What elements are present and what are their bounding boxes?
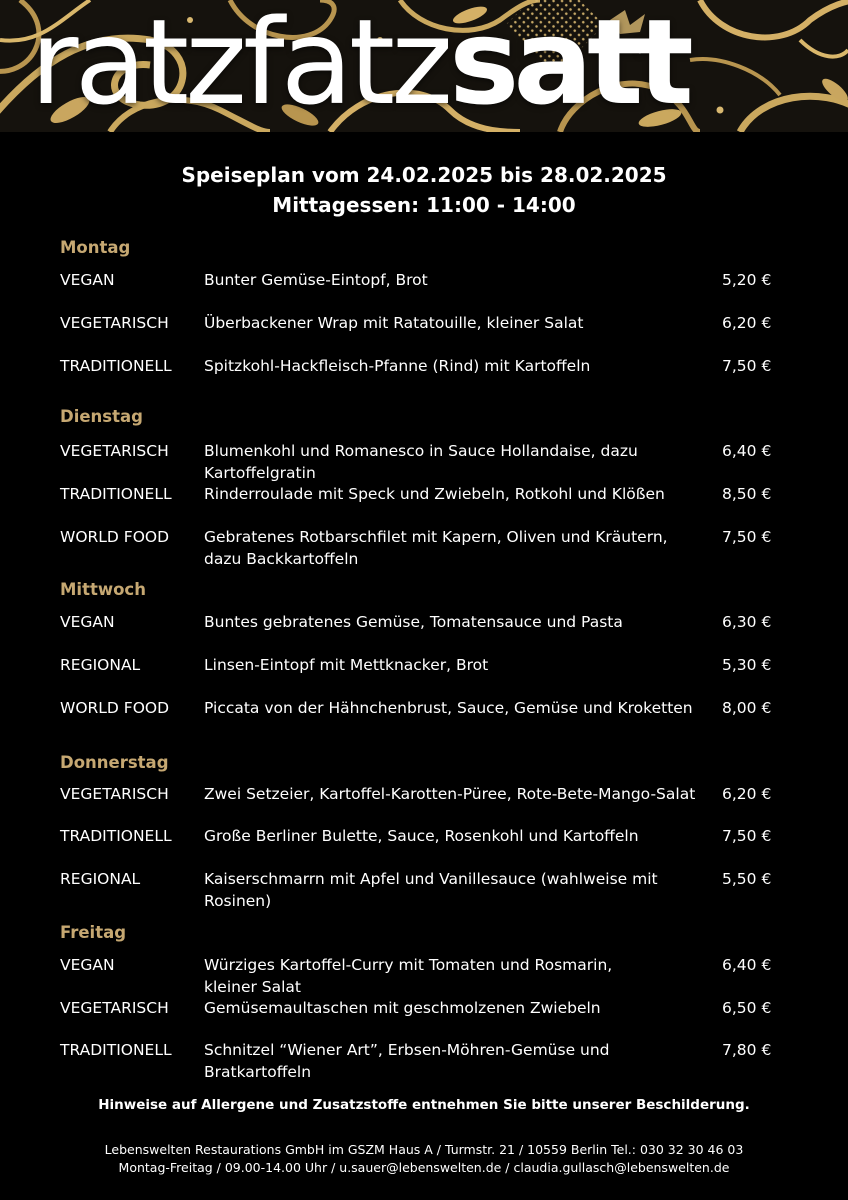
day-heading-donnerstag: Donnerstag	[60, 753, 169, 772]
menu-dish: Blumenkohl und Romanesco in Sauce Hollandaise, dazu Kartoffelgratin	[204, 442, 638, 482]
menu-dish: Überbackener Wrap mit Ratatouille, kleiner Salat	[204, 314, 584, 332]
menu-price: 6,20 €	[722, 314, 772, 332]
menu-dish: Linsen-Eintopf mit Mettknacker, Brot	[204, 656, 489, 674]
menu-dish: Spitzkohl-Hackfleisch-Pfanne (Rind) mit Kartoffeln	[204, 357, 591, 375]
menu-category: TRADITIONELL	[60, 827, 172, 845]
footer-contact: Montag-Freitag / 09.00-14.00 Uhr / u.sauer@lebenswelten.de / claudia.gullasch@lebenswelten.de	[118, 1160, 730, 1175]
menu-dish: Große Berliner Bulette, Sauce, Rosenkohl und Kartoffeln	[204, 827, 639, 845]
menu-price: 6,30 €	[722, 613, 772, 631]
menu-category: WORLD FOOD	[60, 699, 170, 717]
menu-category: TRADITIONELL	[60, 485, 172, 503]
footer-address: Lebenswelten Restaurations GmbH im GSZM Haus A / Turmstr. 21 / 10559 Berlin Tel.: 030 32 30 46 03	[104, 1142, 744, 1157]
menu-category: VEGETARISCH	[60, 785, 169, 803]
menu-price: 8,00 €	[722, 699, 772, 717]
menu-category: VEGAN	[60, 613, 115, 631]
menu-category: VEGAN	[60, 956, 115, 974]
menu-dish: Buntes gebratenes Gemüse, Tomatensauce und Pasta	[204, 613, 623, 631]
menu-dish: Rinderroulade mit Speck und Zwiebeln, Rotkohl und Klößen	[204, 485, 665, 503]
menu-price: 5,50 €	[722, 870, 772, 888]
brand-logo	[30, 0, 688, 132]
menu-price: 6,40 €	[722, 956, 772, 974]
brand-logo-light: ratzfatz	[30, 0, 450, 131]
menu-price: 8,50 €	[722, 485, 772, 503]
day-heading-freitag: Freitag	[60, 923, 127, 942]
menu-price: 5,20 €	[722, 271, 772, 289]
menu-price: 6,40 €	[722, 442, 772, 460]
menu-price: 6,20 €	[722, 785, 772, 803]
lunch-hours: Mittagessen: 11:00 - 14:00	[272, 193, 576, 217]
day-heading-mittwoch: Mittwoch	[60, 580, 146, 599]
menu-dish: Bunter Gemüse-Eintopf, Brot	[204, 271, 428, 289]
day-heading-dienstag: Dienstag	[60, 407, 143, 426]
menu-dish: Schnitzel “Wiener Art”, Erbsen-Möhren-Gemüse und Bratkartoffeln	[204, 1041, 610, 1081]
menu-price: 7,80 €	[722, 1041, 772, 1059]
menu-category: VEGAN	[60, 271, 115, 289]
menu-category: REGIONAL	[60, 870, 141, 888]
menu-dish: Gemüsemaultaschen mit geschmolzenen Zwiebeln	[204, 999, 601, 1017]
menu-price: 7,50 €	[722, 357, 772, 375]
menu-price: 6,50 €	[722, 999, 772, 1017]
menu-dish: Zwei Setzeier, Kartoffel-Karotten-Püree, Rote-Bete-Mango-Salat	[204, 785, 696, 803]
menu-category: VEGETARISCH	[60, 442, 169, 460]
menu-title: Speiseplan vom 24.02.2025 bis 28.02.2025	[181, 163, 667, 187]
menu-price: 7,50 €	[722, 827, 772, 845]
header-banner	[0, 0, 848, 132]
menu-dish: Kaiserschmarrn mit Apfel und Vanillesauce (wahlweise mit Rosinen)	[204, 870, 658, 910]
menu-dish: Gebratenes Rotbarschfilet mit Kapern, Oliven und Kräutern, dazu Backkartoffeln	[204, 528, 668, 568]
menu-dish: Piccata von der Hähnchenbrust, Sauce, Gemüse und Kroketten	[204, 699, 693, 717]
menu-category: WORLD FOOD	[60, 528, 170, 546]
menu-category: REGIONAL	[60, 656, 141, 674]
menu-category: TRADITIONELL	[60, 1041, 172, 1059]
menu-price: 7,50 €	[722, 528, 772, 546]
menu-price: 5,30 €	[722, 656, 772, 674]
menu-category: VEGETARISCH	[60, 314, 169, 332]
brand-logo-bold: satt	[449, 0, 688, 131]
day-heading-montag: Montag	[60, 238, 131, 257]
menu-dish: Würziges Kartoffel-Curry mit Tomaten und Rosmarin, kleiner Salat	[204, 956, 613, 996]
menu-category: TRADITIONELL	[60, 357, 172, 375]
allergen-notice: Hinweise auf Allergene und Zusatzstoffe entnehmen Sie bitte unserer Beschilderung.	[98, 1097, 750, 1113]
menu-category: VEGETARISCH	[60, 999, 169, 1017]
